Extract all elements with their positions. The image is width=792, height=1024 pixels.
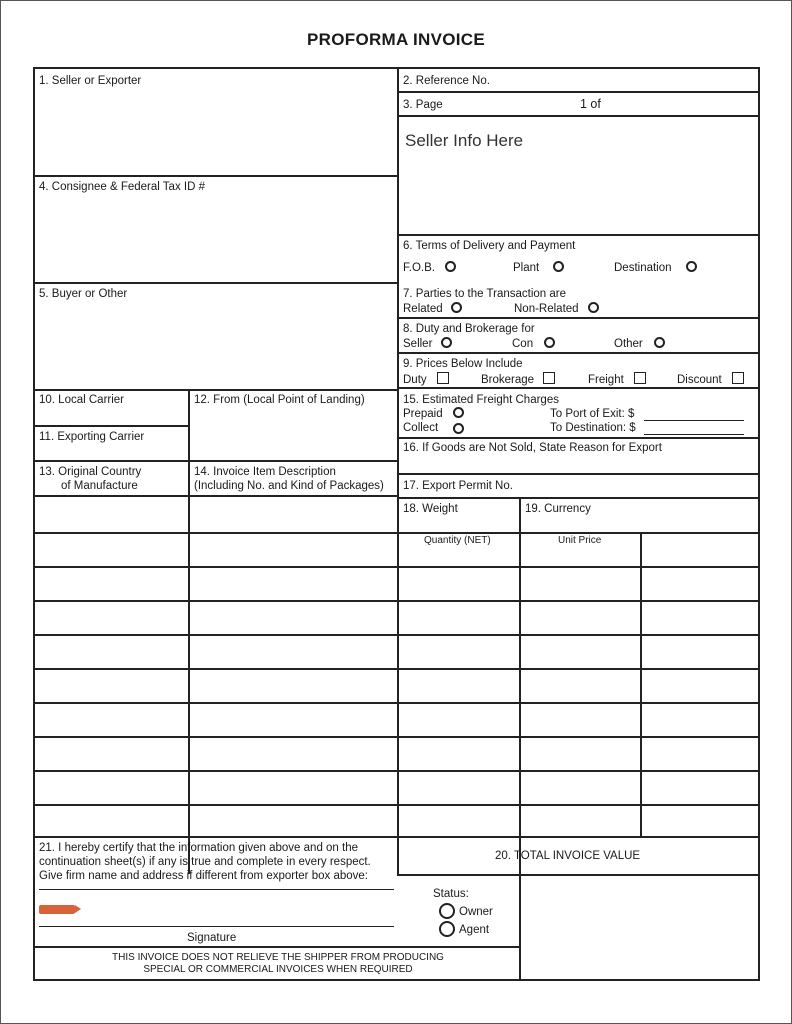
duty-seller-label: Seller — [403, 338, 433, 350]
buyer-label: 5. Buyer or Other — [39, 288, 128, 300]
parties-nonrelated-label: Non-Related — [514, 303, 579, 315]
signature-label: Signature — [187, 932, 237, 944]
terms-fob-label: F.O.B. — [403, 262, 435, 274]
freight-prepaid-radio[interactable] — [453, 407, 464, 418]
permit-label: 17. Export Permit No. — [403, 480, 513, 492]
prices-label: 9. Prices Below Include — [403, 358, 523, 370]
duty-con-label: Con — [512, 338, 534, 350]
terms-label: 6. Terms of Delivery and Payment — [403, 240, 576, 252]
page-label: 3. Page — [403, 99, 443, 111]
status-owner-label: Owner — [459, 906, 493, 918]
certify-line-1: 21. I hereby certify that the information given above and on the — [39, 842, 359, 854]
origin-label-2: of Manufacture — [61, 480, 138, 492]
description-label-2: (Including No. and Kind of Packages) — [194, 480, 384, 492]
local-carrier-label: 10. Local Carrier — [39, 394, 125, 406]
status-owner-radio[interactable] — [439, 903, 455, 919]
prices-freight-checkbox[interactable] — [634, 372, 646, 384]
quantity-header: Quantity (NET) — [424, 535, 491, 546]
parties-related-label: Related — [403, 303, 443, 315]
duty-label: 8. Duty and Brokerage for — [403, 323, 535, 335]
freight-exit-label: To Port of Exit: $ — [550, 408, 635, 420]
status-agent-label: Agent — [459, 924, 490, 936]
freight-dest-label: To Destination: $ — [550, 422, 636, 434]
origin-label: 13. Original Country — [39, 466, 142, 478]
unit-price-header: Unit Price — [558, 535, 602, 546]
currency-label: 19. Currency — [525, 503, 591, 515]
prices-brokerage-label: Brokerage — [481, 374, 535, 386]
parties-related-radio[interactable] — [451, 302, 462, 313]
terms-destination-radio[interactable] — [686, 261, 697, 272]
certify-line-2: continuation sheet(s) if any is true and complete in every respect. — [39, 856, 371, 868]
duty-other-label: Other — [614, 338, 643, 350]
parties-label: 7. Parties to the Transaction are — [403, 288, 567, 300]
prices-duty-checkbox[interactable] — [437, 372, 449, 384]
consignee-label: 4. Consignee & Federal Tax ID # — [39, 181, 205, 193]
invoice-form — [33, 67, 760, 981]
duty-seller-radio[interactable] — [441, 337, 452, 348]
description-label: 14. Invoice Item Description — [194, 466, 336, 478]
parties-nonrelated-radio[interactable] — [588, 302, 599, 313]
prices-brokerage-checkbox[interactable] — [543, 372, 555, 384]
notice-line-2: SPECIAL OR COMMERCIAL INVOICES WHEN REQUIRED — [143, 964, 413, 975]
from-label: 12. From (Local Point of Landing) — [194, 394, 365, 406]
freight-collect-label: Collect — [403, 422, 439, 434]
total-value-label: 20. TOTAL INVOICE VALUE — [495, 850, 641, 862]
prices-freight-label: Freight — [588, 374, 624, 386]
duty-other-radio[interactable] — [654, 337, 665, 348]
status-label: Status: — [433, 888, 469, 900]
seller-label: 1. Seller or Exporter — [39, 75, 142, 87]
terms-plant-label: Plant — [513, 262, 540, 274]
reference-label: 2. Reference No. — [403, 75, 490, 87]
not-sold-label: 16. If Goods are Not Sold, State Reason for Export — [403, 442, 662, 454]
freight-collect-radio[interactable] — [453, 423, 464, 434]
prices-discount-label: Discount — [677, 374, 722, 386]
prices-discount-checkbox[interactable] — [732, 372, 744, 384]
sign-here-arrow-icon — [39, 905, 75, 914]
exporting-carrier-label: 11. Exporting Carrier — [39, 431, 145, 443]
terms-plant-radio[interactable] — [553, 261, 564, 272]
status-agent-radio[interactable] — [439, 921, 455, 937]
freight-prepaid-label: Prepaid — [403, 408, 443, 420]
page-title: PROFORMA INVOICE — [307, 30, 485, 49]
notice-line-1: THIS INVOICE DOES NOT RELIEVE THE SHIPPER FROM PRODUCING — [112, 952, 444, 963]
weight-label: 18. Weight — [403, 503, 458, 515]
duty-con-radio[interactable] — [544, 337, 555, 348]
page-count: 1 of — [580, 97, 601, 111]
seller-info-field[interactable]: Seller Info Here — [405, 131, 524, 150]
terms-destination-label: Destination — [614, 262, 672, 274]
terms-fob-radio[interactable] — [445, 261, 456, 272]
prices-duty-label: Duty — [403, 374, 427, 386]
freight-label: 15. Estimated Freight Charges — [403, 394, 559, 406]
certify-line-3: Give firm name and address if different from exporter box above: — [39, 870, 368, 882]
